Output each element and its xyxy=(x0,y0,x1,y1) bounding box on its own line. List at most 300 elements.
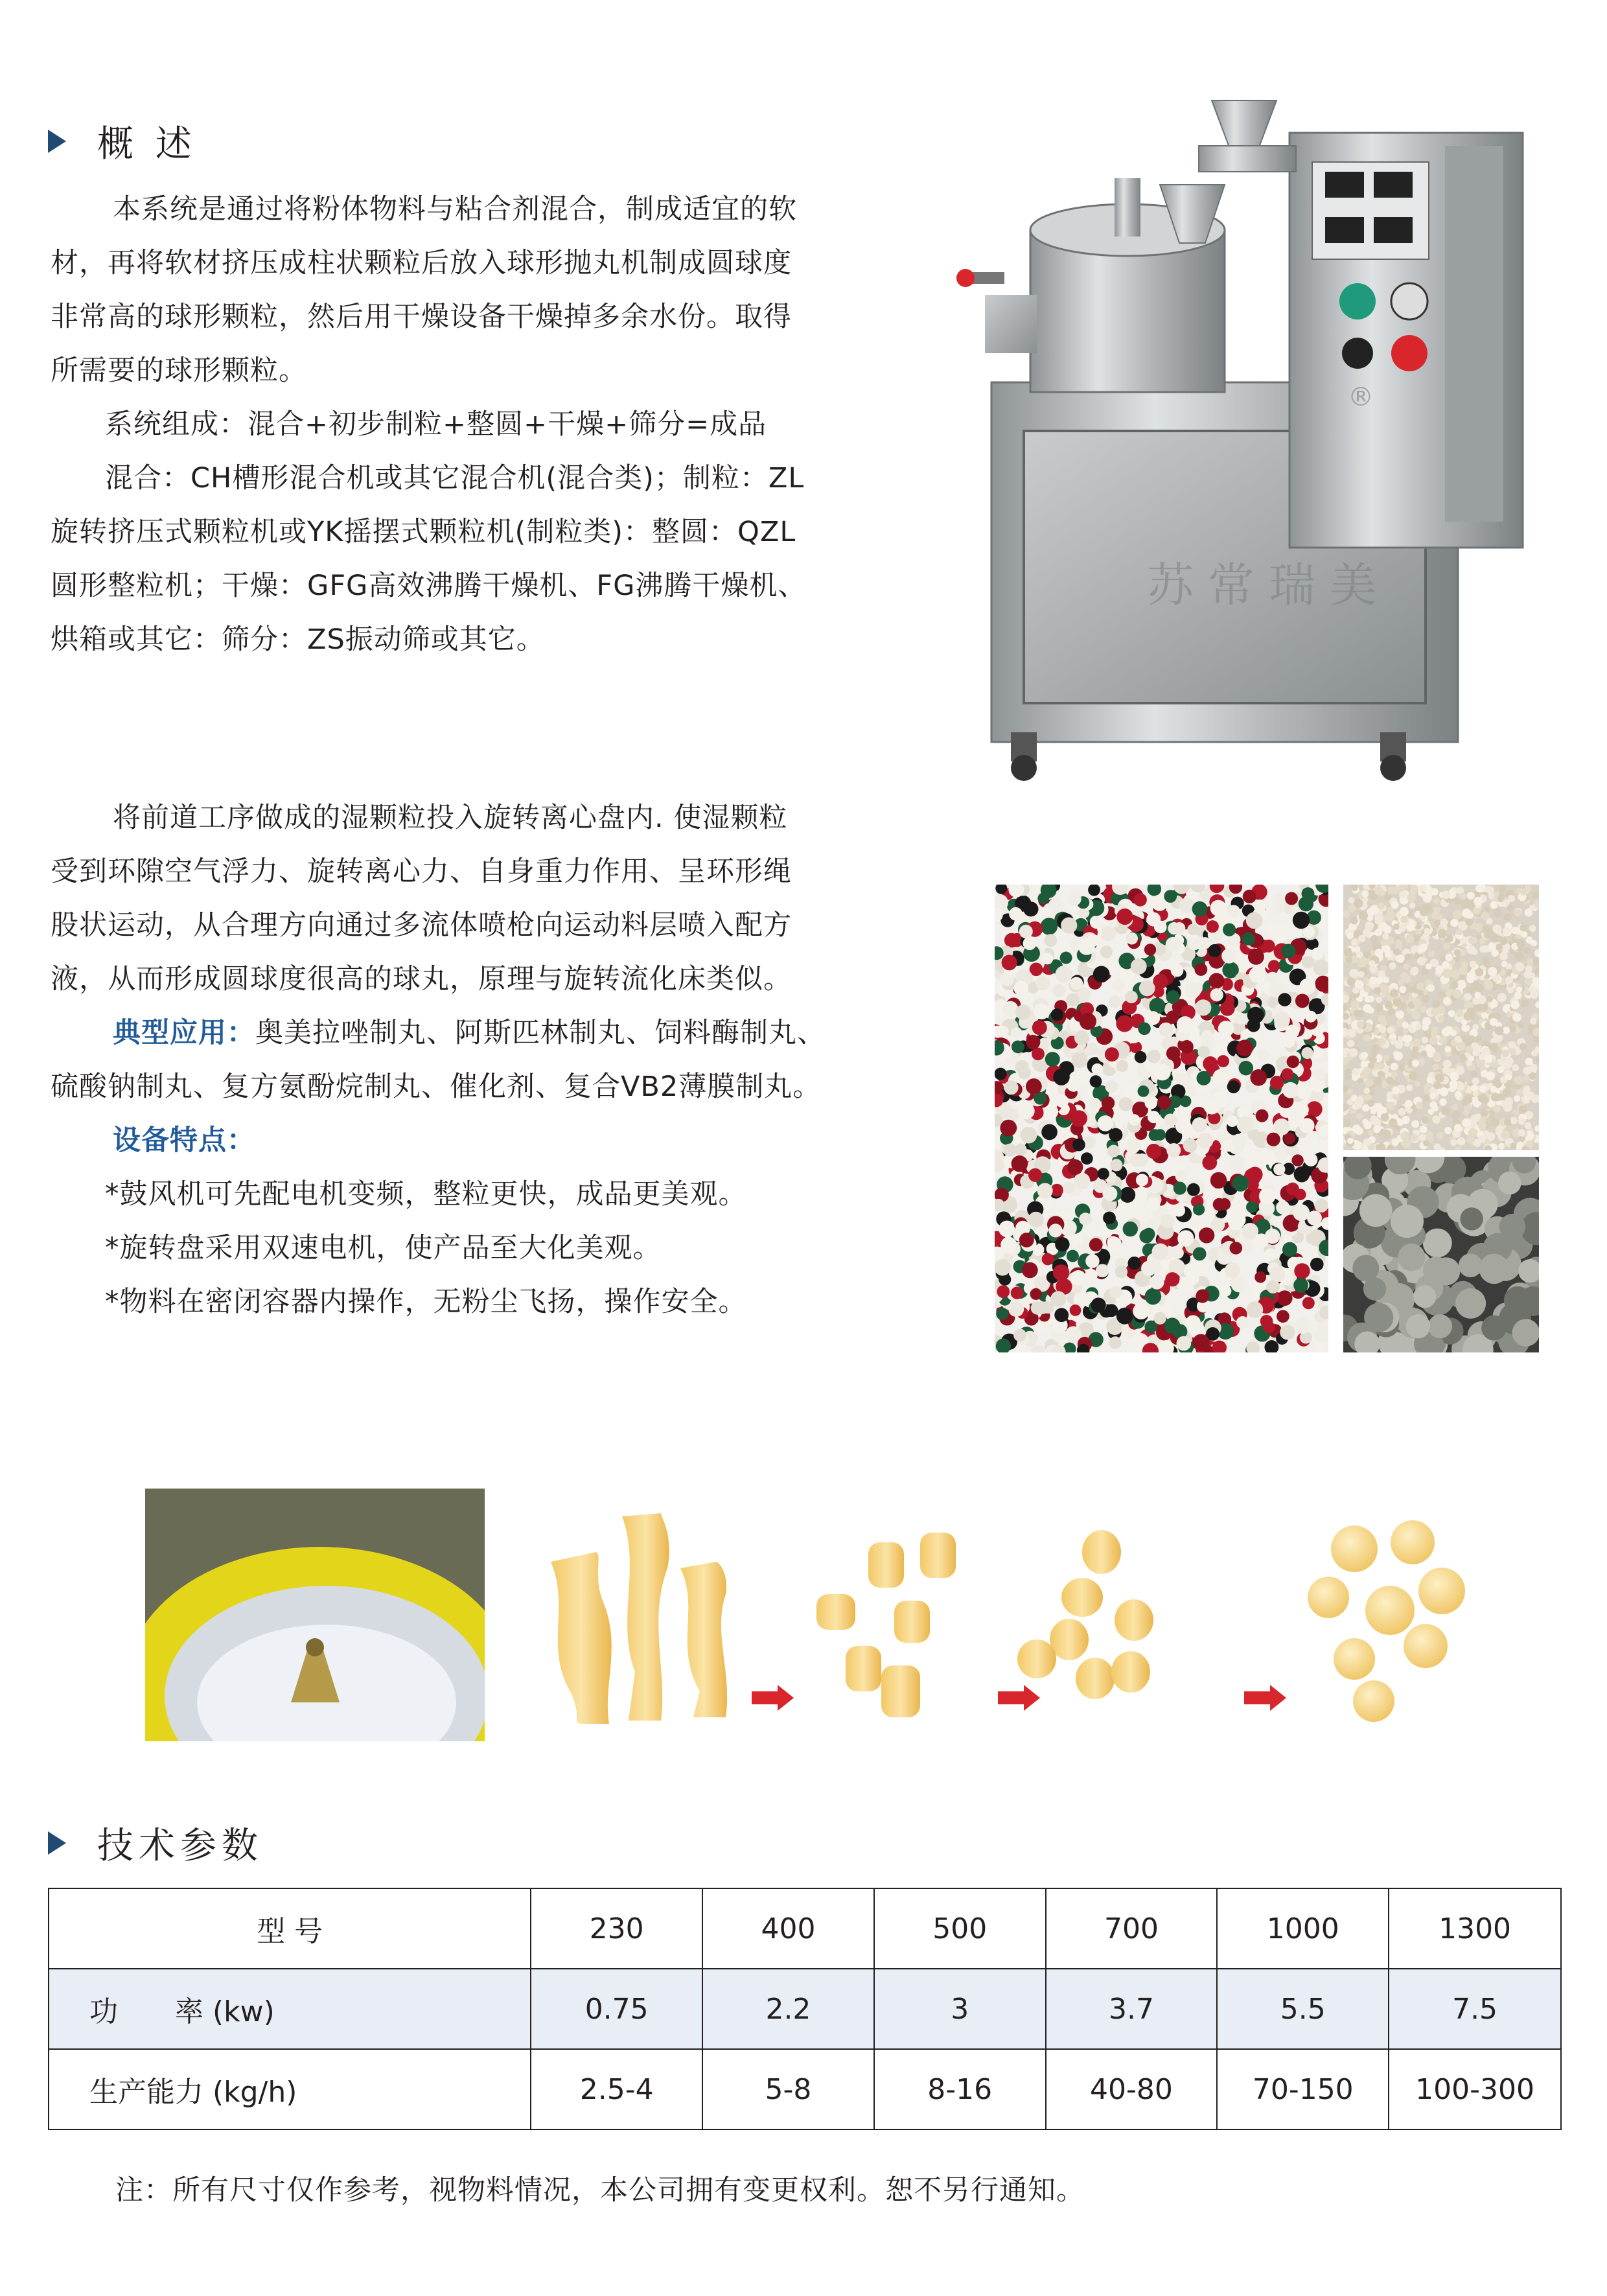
pellet xyxy=(1363,1004,1371,1012)
pellet xyxy=(1453,910,1462,919)
pellet xyxy=(1109,1128,1122,1142)
pellet xyxy=(1448,1010,1455,1017)
pellet xyxy=(1074,1173,1090,1189)
pellet xyxy=(1164,1317,1181,1334)
pellet xyxy=(1105,1080,1118,1093)
pellet xyxy=(1479,938,1486,944)
pellet xyxy=(1505,1057,1514,1065)
pellet xyxy=(1148,1111,1160,1123)
pellet xyxy=(1479,1085,1486,1092)
pellet xyxy=(1011,1027,1023,1039)
pellet xyxy=(1488,942,1496,951)
pellet xyxy=(1491,1094,1499,1102)
pellet xyxy=(1497,896,1504,902)
pellet xyxy=(1060,952,1072,964)
pellet xyxy=(1535,1001,1539,1008)
pellet xyxy=(1505,1074,1512,1081)
table-row: 生产能力 (kg/h) 2.5-4 5-8 8-16 40-80 70-150 100-300 xyxy=(49,2049,1561,2129)
pellet xyxy=(1508,895,1515,902)
pellet xyxy=(1420,1126,1428,1133)
finished-spheres xyxy=(1308,1520,1465,1722)
feature-item: *旋转盘采用双速电机，使产品至大化美观。 xyxy=(105,1232,662,1264)
pellet xyxy=(1203,1098,1220,1115)
pellet xyxy=(1504,1119,1511,1126)
pellet xyxy=(1232,1175,1249,1191)
pellet xyxy=(1411,1050,1418,1058)
pellet xyxy=(1072,1139,1085,1152)
pellet xyxy=(1343,910,1350,918)
pellet xyxy=(1085,1254,1099,1268)
pellet xyxy=(1274,1012,1290,1028)
pellet xyxy=(1514,1076,1523,1085)
pellet xyxy=(1000,1237,1017,1253)
pellet xyxy=(1217,1055,1229,1067)
pellet xyxy=(1518,1118,1525,1125)
pellet xyxy=(1422,893,1431,902)
pellet xyxy=(1516,962,1525,971)
pellet xyxy=(1486,887,1494,894)
pellet xyxy=(1278,993,1291,1006)
pellet xyxy=(1386,1102,1395,1111)
pellet xyxy=(1432,1257,1460,1285)
pellet xyxy=(1455,1146,1462,1150)
white-pellets-photo xyxy=(1343,885,1539,1150)
pellet xyxy=(1193,1247,1207,1261)
pellet xyxy=(1381,938,1389,946)
pellet xyxy=(1371,1044,1380,1052)
pellet xyxy=(1247,1007,1264,1024)
pellet xyxy=(1166,990,1180,1004)
pellet xyxy=(1011,1287,1023,1299)
pellet xyxy=(1516,986,1523,993)
pellet xyxy=(1461,961,1468,968)
pellet xyxy=(1501,1130,1510,1139)
pellet xyxy=(1004,1080,1018,1095)
pellet xyxy=(1374,1077,1383,1085)
rotor-disc-photo xyxy=(145,1489,485,1741)
pellet xyxy=(1147,1050,1161,1063)
pellet xyxy=(1142,1228,1155,1240)
pellet xyxy=(1529,1073,1537,1080)
pellet xyxy=(1296,1084,1312,1099)
pellet xyxy=(1109,1286,1122,1299)
pellet xyxy=(1532,957,1539,966)
pellet xyxy=(1404,954,1411,961)
pellet xyxy=(1223,923,1236,936)
pellet xyxy=(1378,1063,1385,1070)
pellet xyxy=(1086,1043,1099,1056)
pellet xyxy=(1478,1093,1487,1102)
pellet xyxy=(1422,995,1429,1003)
pellet xyxy=(1442,890,1451,899)
pellet xyxy=(1310,1258,1324,1271)
pellet xyxy=(1433,1000,1440,1008)
pellet xyxy=(1138,1085,1150,1097)
extrusion-to-spheres-process-diagram xyxy=(531,1478,1503,1750)
pellet xyxy=(1453,1111,1460,1118)
pellet xyxy=(1347,1039,1354,1047)
pellet xyxy=(1407,893,1416,901)
grey-pellets-photo xyxy=(1343,1157,1539,1352)
pellet xyxy=(1221,949,1236,964)
pellet xyxy=(1457,1042,1466,1050)
pellet xyxy=(1193,1203,1205,1215)
pellet xyxy=(1523,1075,1530,1082)
pellet xyxy=(1012,1155,1028,1172)
pellet xyxy=(1450,1080,1458,1089)
pellet xyxy=(1481,1012,1488,1019)
pellet xyxy=(1475,885,1484,893)
pellet xyxy=(1383,1054,1389,1061)
pellet xyxy=(1459,1253,1483,1277)
pellet xyxy=(1227,1115,1238,1127)
pellet xyxy=(1400,1131,1409,1141)
pellet xyxy=(1144,944,1156,955)
pellet xyxy=(1141,1261,1157,1277)
pellet xyxy=(1066,993,1080,1007)
pellet xyxy=(1490,1086,1497,1093)
pellet xyxy=(1196,1289,1209,1303)
pellet xyxy=(1473,997,1481,1005)
pellet xyxy=(1230,1242,1243,1255)
pellet xyxy=(1520,923,1527,931)
pellet xyxy=(1405,1100,1413,1107)
pellet xyxy=(1482,925,1491,934)
pellet xyxy=(1034,1003,1050,1019)
pellet xyxy=(1037,1183,1053,1199)
pellet xyxy=(1360,1071,1369,1080)
pellet xyxy=(1347,1098,1354,1105)
pellet xyxy=(1411,1120,1419,1128)
pellet xyxy=(1429,1101,1437,1108)
pellet xyxy=(1370,1115,1379,1124)
pellet xyxy=(1305,1011,1317,1023)
pellet xyxy=(1483,960,1490,968)
pellet xyxy=(1376,997,1382,1003)
pellet xyxy=(1382,991,1388,997)
pellet xyxy=(1034,1321,1048,1335)
pellet xyxy=(1136,1154,1149,1166)
pellet xyxy=(1345,1073,1352,1080)
pellet xyxy=(1471,937,1478,944)
pellet xyxy=(1402,1139,1411,1148)
pellet xyxy=(1037,892,1049,904)
pellet xyxy=(997,1026,1009,1038)
pellet xyxy=(1116,909,1133,925)
pellet xyxy=(1367,908,1375,916)
pellet xyxy=(1262,940,1275,953)
pellet xyxy=(1166,1143,1181,1157)
pellet xyxy=(1435,1074,1444,1083)
pellet xyxy=(1505,976,1513,984)
pellet xyxy=(1035,976,1050,990)
pellet xyxy=(1313,1069,1326,1082)
pellet xyxy=(1394,1052,1403,1061)
pellet xyxy=(1201,1030,1213,1041)
pellet xyxy=(1173,922,1185,934)
disclaimer-note: 注：所有尺寸仅作参考，视物料情况，本公司拥有变更权利。恕不另行通知。 xyxy=(115,2174,1085,2207)
pellet xyxy=(1361,890,1369,898)
pellet xyxy=(1072,1071,1088,1086)
pellet xyxy=(1225,1263,1240,1279)
pellet xyxy=(1052,984,1065,997)
principle-text: 将前道工序做成的湿颗粒投入旋转离心盘内. 使湿颗粒 受到环隙空气浮力、旋转离心力、自身重力作用、呈环形绳 股状运动，从合理方向通过多流体喷枪向运动料层喷入配方 液，从而形成圆球度很高的球丸，原理与旋转流化床类似。 典型应用：奥美拉唑制丸、阿斯匹林制丸、饲料酶制丸、 硫酸钠制丸、复方氨酚烷制丸、催化剂、复合VB2薄膜制丸。 设备特点： *鼓风机可先配电机变频，整粒更快，成品更美观。 *旋转盘采用双速电机，使产品至大化美观。 *物料在密闭容器内操作，无粉尘飞扬，操作安全。 xyxy=(51,791,971,1329)
pellet xyxy=(1380,1019,1387,1026)
pellet xyxy=(1518,1022,1524,1028)
pellet xyxy=(1530,988,1539,997)
overview-text: 本系统是通过将粉体物料与粘合剂混合，制成适宜的软 材，再将软材挤压成柱状颗粒后放入球形抛丸机制成圆球度 非常高的球形颗粒，然后用干燥设备干燥掉多余水份。取得 所需要的球形颗粒。 系统组成：混合+初步制粒+整圆+干燥+筛分=成品 混合：CH槽形混合机或其它混合机(混合类)；制粒：ZL 旋转挤压式颗粒机或YK摇摆式颗粒机(制粒类)：整圆：QZL 圆形整粒机；干燥：GFG高效沸腾干燥机、FG沸腾干燥机、 烘箱或其它：筛分：ZS振动筛或其它。 xyxy=(51,193,807,656)
pellet xyxy=(1404,963,1410,969)
pellet xyxy=(1070,1110,1087,1127)
pellet xyxy=(1048,898,1063,914)
pellet xyxy=(1085,1269,1098,1282)
pellet xyxy=(1187,923,1199,935)
pellet xyxy=(1481,1004,1488,1011)
pellet xyxy=(1391,901,1399,909)
pellet xyxy=(1150,1275,1164,1289)
pellet xyxy=(1389,1119,1397,1127)
pellet xyxy=(1445,1026,1453,1034)
pellet xyxy=(1387,1026,1394,1034)
pellet xyxy=(1510,1142,1517,1149)
pellet xyxy=(1185,1315,1201,1330)
pellet xyxy=(1424,928,1430,934)
pellet xyxy=(1136,1174,1148,1186)
pellet xyxy=(1518,1129,1525,1136)
pellet xyxy=(1264,1248,1277,1260)
pellet xyxy=(1472,1078,1479,1085)
pellet xyxy=(1105,1304,1118,1317)
pellet xyxy=(1247,1301,1263,1317)
pellet xyxy=(1475,984,1484,992)
pellet xyxy=(1210,988,1223,1001)
pellet xyxy=(1031,1301,1044,1314)
pellet xyxy=(1413,999,1422,1007)
pellet xyxy=(1352,987,1359,993)
pellet xyxy=(1437,914,1443,920)
pellet xyxy=(1357,1021,1364,1028)
pellet xyxy=(1154,1129,1166,1141)
pellet xyxy=(1165,1272,1179,1286)
pellet xyxy=(1236,1116,1253,1133)
pellet xyxy=(1440,1087,1449,1096)
pellet xyxy=(1134,893,1147,906)
pellet xyxy=(1210,1172,1227,1189)
pellet xyxy=(1186,1271,1199,1285)
pellet xyxy=(1164,1113,1177,1126)
pellet xyxy=(1521,999,1529,1007)
pellet xyxy=(1148,885,1162,896)
pellet xyxy=(1135,1051,1147,1063)
pellet xyxy=(1530,1018,1537,1025)
pellet xyxy=(1262,1151,1277,1165)
pellet xyxy=(1475,1004,1483,1012)
pellet xyxy=(1437,1015,1444,1023)
pellet xyxy=(1451,970,1460,979)
pellet xyxy=(1347,1138,1354,1144)
pellet xyxy=(1391,1071,1398,1078)
pellet xyxy=(1415,1023,1422,1030)
pellet xyxy=(1481,1109,1488,1116)
pellet xyxy=(1377,902,1384,909)
pellet xyxy=(1391,1205,1424,1238)
pellet xyxy=(1357,1096,1363,1102)
pellet xyxy=(1070,1270,1086,1286)
pellet xyxy=(1347,933,1354,939)
pellet xyxy=(1414,1081,1420,1087)
pellet xyxy=(1187,1183,1200,1196)
table-row: 功 率 (kw) 0.75 2.2 3 3.7 5.5 7.5 xyxy=(49,1969,1561,2049)
pellet xyxy=(1409,902,1416,909)
pellet xyxy=(1443,943,1450,950)
pellet xyxy=(1527,958,1534,966)
pellet xyxy=(1406,1314,1431,1339)
pellet xyxy=(1431,1008,1439,1016)
pellet xyxy=(1515,952,1524,961)
pellet xyxy=(1478,1121,1487,1130)
pellet xyxy=(1349,969,1358,978)
pellet xyxy=(1450,919,1459,927)
pellet xyxy=(1387,887,1395,894)
pellet xyxy=(1129,1114,1140,1126)
feature-item: *物料在密闭容器内操作，无粉尘飞扬，操作安全。 xyxy=(105,1286,747,1318)
pellet xyxy=(1474,1049,1480,1056)
pellet xyxy=(1208,944,1221,957)
pellet xyxy=(1431,1030,1437,1037)
pellet xyxy=(1000,1120,1017,1137)
pellet xyxy=(1451,981,1459,989)
pellet xyxy=(1379,1026,1387,1034)
extrudate-strands xyxy=(551,1513,727,1724)
pellet xyxy=(1067,1159,1083,1175)
pellet xyxy=(1277,1310,1289,1323)
pellet xyxy=(1146,912,1161,927)
pellet xyxy=(1464,993,1472,1000)
pellet xyxy=(1452,1104,1459,1111)
pellet xyxy=(1393,998,1402,1007)
pellet xyxy=(1345,947,1352,954)
pellets-grey-icon xyxy=(1343,1157,1539,1352)
pellet xyxy=(1358,935,1365,942)
pellet xyxy=(1396,955,1405,963)
pellet xyxy=(1470,961,1477,968)
pellet xyxy=(1053,1069,1070,1085)
pellet xyxy=(1411,885,1418,892)
pellet xyxy=(1454,1124,1462,1132)
pellet xyxy=(1490,1043,1499,1052)
pellet xyxy=(1497,993,1507,1002)
pellet xyxy=(1107,1236,1122,1251)
pellet xyxy=(1459,892,1466,899)
pellet xyxy=(1282,1242,1297,1257)
pellet xyxy=(1273,901,1285,913)
pellet xyxy=(1479,1254,1509,1284)
pellet xyxy=(1267,922,1279,934)
pellet xyxy=(1505,1097,1513,1106)
pellet xyxy=(1405,934,1414,944)
pellet xyxy=(1426,1076,1433,1083)
pellet xyxy=(996,1308,1008,1320)
pellet xyxy=(1056,966,1072,982)
pellet xyxy=(1532,892,1539,899)
pellet xyxy=(1440,918,1448,926)
pellet xyxy=(1478,1135,1486,1143)
pellet xyxy=(1050,1291,1066,1306)
pellet xyxy=(1286,1183,1299,1196)
pellet xyxy=(1395,939,1402,946)
triangle-bullet-icon xyxy=(48,1831,66,1855)
pellet xyxy=(1002,955,1017,970)
pellet xyxy=(1411,1011,1420,1020)
pellet xyxy=(1074,1030,1089,1045)
pellet xyxy=(1276,1201,1289,1214)
pellet xyxy=(1067,1250,1079,1262)
pellet xyxy=(1028,1168,1042,1182)
pellet xyxy=(1273,1119,1290,1135)
overview-heading: 概 述 xyxy=(48,115,197,167)
pellet xyxy=(1070,977,1083,990)
pellet xyxy=(1378,1071,1384,1078)
pellet xyxy=(1254,1271,1266,1283)
pellet xyxy=(1455,1091,1462,1098)
pellet xyxy=(1464,1012,1473,1021)
cut-granules xyxy=(816,1533,956,1717)
pellet xyxy=(1422,1017,1431,1026)
pellet xyxy=(1374,949,1383,957)
pellet xyxy=(1363,951,1371,958)
pellet xyxy=(1154,1063,1171,1080)
pellet xyxy=(1157,1095,1171,1109)
pellet xyxy=(1398,1244,1425,1271)
pellet xyxy=(1145,1288,1162,1305)
pellet xyxy=(1126,933,1138,945)
pellet xyxy=(1417,947,1424,953)
pellet xyxy=(1294,1263,1310,1279)
pellet xyxy=(1368,1062,1374,1069)
pellet xyxy=(1350,1001,1359,1010)
pellet xyxy=(1417,957,1426,966)
pellet xyxy=(1159,1023,1173,1037)
pellet xyxy=(1411,1134,1418,1141)
pellet xyxy=(1364,1087,1370,1094)
pellet xyxy=(1166,937,1181,953)
pellet xyxy=(1495,1026,1504,1036)
pellet xyxy=(1416,982,1424,990)
pellet xyxy=(1351,939,1358,946)
pellet xyxy=(1374,887,1383,896)
pellet xyxy=(1257,1049,1269,1061)
pellet xyxy=(1081,1152,1093,1165)
pellet xyxy=(1130,1205,1146,1220)
pellet xyxy=(1019,1233,1034,1247)
pellet xyxy=(1475,1058,1481,1065)
pellet xyxy=(1356,951,1363,958)
pellet xyxy=(1236,1039,1253,1056)
pellet xyxy=(1152,1244,1169,1260)
pellet xyxy=(1100,926,1116,942)
pellet xyxy=(1362,977,1369,984)
pellet xyxy=(1218,1198,1231,1211)
brand-watermark: 苏常瑞美 xyxy=(1147,558,1391,612)
pellet xyxy=(1374,1103,1383,1112)
pellet xyxy=(1260,1315,1273,1328)
pellet xyxy=(1249,967,1266,983)
pellet xyxy=(1464,1096,1472,1104)
pellet xyxy=(1080,1013,1096,1030)
pellet xyxy=(1273,1163,1285,1175)
pellet xyxy=(1295,994,1310,1008)
pellet xyxy=(1128,1257,1141,1270)
